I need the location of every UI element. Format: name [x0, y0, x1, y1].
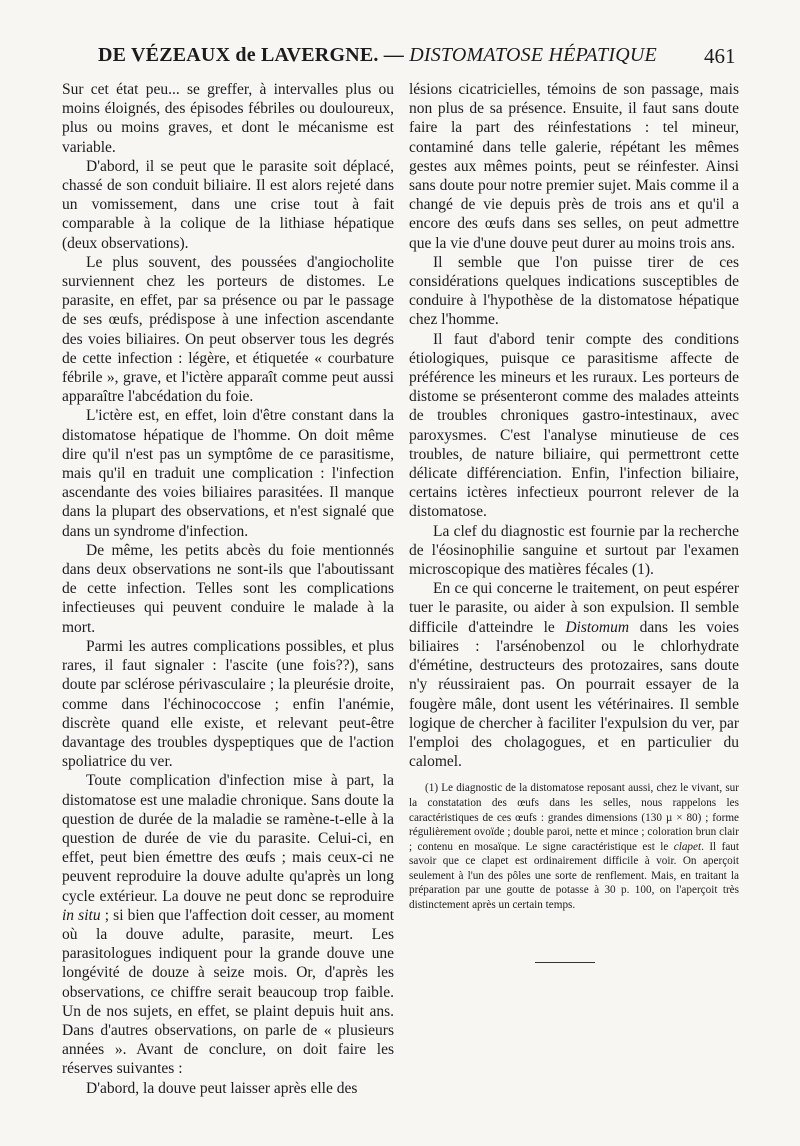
- title-subject: DISTOMATOSE HÉPATIQUE: [409, 44, 657, 66]
- footnote-text-part: (1) Le diagnostic de la distomatose reposant aussi, chez le vivant, sur la constatation des œufs dans les selles, nous rappelons les caractéristiques de ces œufs : grandes dimensions (130 µ × 80) ; forme régulièrement ovoïde ; double paroi, nette et mince ; coloration brun clair ; contenu en mosaïque. Le signe caractéristique est le: [409, 782, 739, 853]
- paragraph: Le plus souvent, des poussées d'angiocholite surviennent chez les porteurs de distomes. Le parasite, en effet, par sa présence ou par le passage de ses œufs, prédispose à une infection ascendante des voies biliaires. On peut observer tous les degrés de cette infection : légère, et étiquetée « courbature fébrile », grave, et l'ictère apparaît comme peut aussi apparaître l'abcédation du foie.: [62, 253, 394, 406]
- paragraph: [409, 579, 739, 771]
- paragraph-text: En ce qui concerne le traitement, on peut espérer tuer le parasite, ou aider à son expulsion. Il semble difficile d'atteindre le: [409, 580, 739, 636]
- paragraph: Il semble que l'on puisse tirer de ces considérations quelques indications susceptibles de conduire à l'hypothèse de la distomatose hépatique chez l'homme.: [409, 253, 739, 329]
- italic-term: in situ: [62, 906, 101, 924]
- footnote-text: [409, 781, 739, 912]
- paragraph: Sur cet état peu... se greffer, à intervalles plus ou moins éloignés, des épisodes fébriles ou douloureux, plus ou moins graves, et dont le mécanisme est variable.: [62, 81, 394, 156]
- paragraph: D'abord, il se peut que le parasite soit déplacé, chassé de son conduit biliaire. Il est alors rejeté dans un vomissement, dans une crise tout à fait comparable à la colique de la lithiase hépatique (deux observations).: [62, 157, 394, 252]
- italic-term: clapet: [673, 840, 702, 853]
- paragraph: Il faut d'abord tenir compte des conditions étiologiques, puisque ce parasitisme affecte de préférence les mineurs et les ruraux. Les porteurs de distome se présenteront comme des malades atteints de troubles chroniques gastro-intestinaux, avec paroxysmes. C'est l'analyse minutieuse de ces troubles, de nature biliaire, qui permettront cette délicate différenciation. Enfin, l'infection biliaire, certains ictères infectieux pourront relever de la distomatose.: [409, 330, 739, 521]
- title-authors: DE VÉZEAUX de LAVERGNE. —: [98, 44, 410, 66]
- footnote-text-part: . Il faut savoir que ce clapet est ordinairement difficile à voir. On aperçoit seulement à l'un des pôles une sorte de renflement. Mais, en traitant la préparation par une goutte de potasse à 30 p. 100, on l'aperçoit très distinctement après un certain temps.: [409, 840, 739, 912]
- running-header: [0, 44, 800, 74]
- paragraph: D'abord, la douve peut laisser après elle des: [86, 1079, 358, 1097]
- paragraph: [62, 771, 394, 1078]
- paragraph-text: Toute complication d'infection mise à part, la distomatose est une maladie chronique. Sans doute la question de durée de la maladie se ramène-t-elle à la question de durée de vie du parasite. Celui-ci, en effet, peut bien émettre des œufs ; mais ceux-ci ne peuvent reproduire la douve adulte qu'après un long cycle extérieur. La douve ne peut donc se reproduire: [62, 772, 394, 905]
- left-column: [62, 80, 394, 1098]
- footnote: [409, 781, 739, 912]
- italic-term: Distomum: [565, 618, 630, 636]
- right-column: [409, 80, 739, 913]
- paragraph-text: dans les voies biliaires : l'arsénobenzol ou le chlorhydrate d'émétine, destructeurs des protozaires, sans doute n'y réussiraient pas. On pourrait essayer de la fougère mâle, dont usent les vétérinaires. Il semble logique de chercher à faciliter l'expulsion du ver, par l'emploi des cholagogues, et en particulier du calomel.: [409, 618, 739, 771]
- paragraph: Parmi les autres complications possibles, et plus rares, il faut signaler : l'ascite (une fois??), sans doute par sclérose périvasculaire ; la pleurésie droite, comme dans l'échinococcose ; enfin l'anémie, discrète quand elle existe, et relevant peut-être davantage des troubles dyspeptiques que de l'action spoliatrice du ver.: [62, 637, 394, 771]
- paragraph: L'ictère est, en effet, loin d'être constant dans la distomatose hépatique de l'homme. On doit même dire qu'il n'est pas un symptôme de ce parasitisme, mais qu'il en traduit une complication : l'infection ascendante des voies biliaires parasitées. Il manque dans la plupart des observations, et n'est signalé que dans un syndrome d'infection.: [62, 407, 394, 540]
- paragraph: La clef du diagnostic est fournie par la recherche de l'éosinophilie sanguine et surtout par l'examen microscopique des matières fécales (1).: [409, 522, 739, 579]
- page-number: 461: [704, 44, 736, 68]
- paragraph-text: ; si bien que l'affection doit cesser, au moment où la douve adulte, parasite, meurt. Les parasitologues indiquent pour la grande douve une longévité de douze à seize mois. Or, d'après les observations, ce chiffre serait beaucoup trop faible. Un de nos sujets, en effet, se plaint depuis huit ans. Dans d'autres observations, on parle de « plusieurs années ». Avant de conclure, on doit faire les réserves suivantes :: [62, 906, 395, 1078]
- paragraph: lésions cicatricielles, témoins de son passage, mais non plus de sa présence. Ensuite, il faut sans doute faire la part des réinfestations : tel mineur, contaminé dans telle galerie, répétant les mêmes gestes aux mêmes points, peut se réinfester. Ainsi sans doute pour notre premier sujet. Mais comme il a changé de vie depuis près de trois ans et qu'il a encore des œufs dans ses selles, on peut admettre que la vie d'une douve peut durer au moins trois ans.: [409, 81, 739, 252]
- end-rule: [535, 962, 595, 963]
- running-title: [98, 44, 657, 67]
- paragraph: De même, les petits abcès du foie mentionnés dans deux observations ne sont-ils que l'aboutissant de cette infection. Telles sont les complications infectieuses qui peuvent conduire le malade à la mort.: [62, 541, 394, 636]
